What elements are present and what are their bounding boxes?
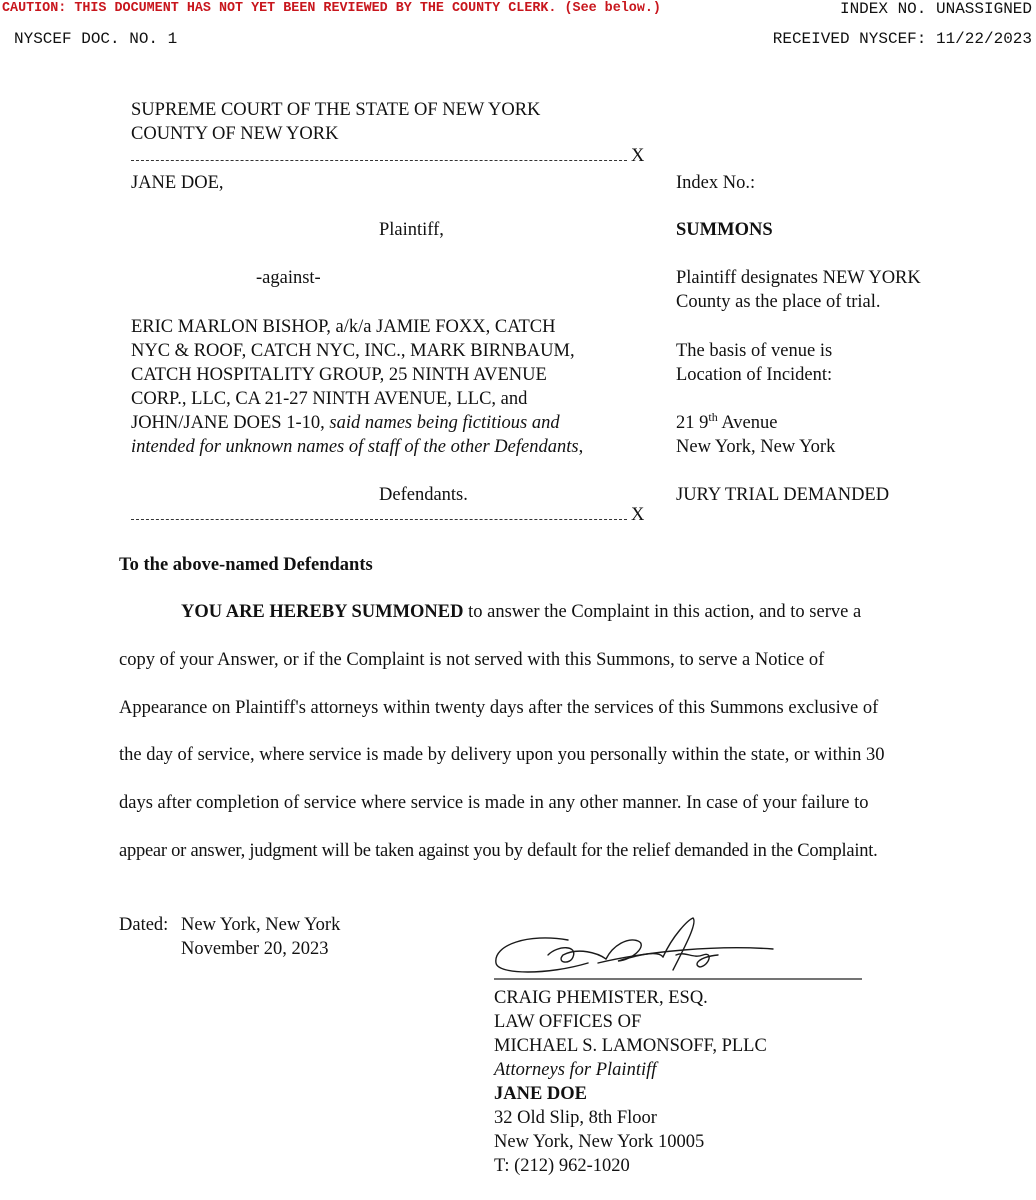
caption-x-mark-top: X xyxy=(631,146,645,166)
summons-line-2: copy of your Answer, or if the Complaint is not served with this Summons, to serve a Notice of xyxy=(119,650,825,670)
attorney-name: CRAIG PHEMISTER, ESQ. xyxy=(494,988,708,1008)
fictitious-names-note-b: intended for unknown names of staff of the other Defendants xyxy=(131,437,579,457)
defendants-line-2: NYC & ROOF, CATCH NYC, INC., MARK BIRNBAUM, xyxy=(131,341,575,361)
client-name: JANE DOE xyxy=(494,1084,588,1104)
dated-place: New York, New York xyxy=(181,915,341,935)
court-title: SUPREME COURT OF THE STATE OF NEW YORK xyxy=(131,100,541,120)
plaintiff-name: JANE DOE, xyxy=(131,173,224,193)
fictitious-comma: , xyxy=(578,437,584,457)
dated-date: November 20, 2023 xyxy=(181,939,329,959)
caption-divider-top xyxy=(131,160,627,161)
firm-line-2: MICHAEL S. LAMONSOFF, PLLC xyxy=(494,1036,767,1056)
address-street: Avenue xyxy=(717,413,778,433)
summons-line-1-text: to answer the Complaint in this action, and to serve a xyxy=(463,602,862,622)
summons-line-1 xyxy=(181,602,861,623)
summons-line-4: the day of service, where service is made by delivery upon you personally within the state, or within 30 xyxy=(119,745,885,765)
defendants-line-5 xyxy=(131,411,560,435)
caution-banner: CAUTION: THIS DOCUMENT HAS NOT YET BEEN REVIEWED BY THE COUNTY CLERK. (See below.) xyxy=(2,1,661,16)
summoned-bold: YOU ARE HEREBY SUMMONED xyxy=(181,602,464,622)
incident-address xyxy=(676,411,777,435)
defendants-label: Defendants. xyxy=(379,485,468,505)
firm-phone: T: (212) 962-1020 xyxy=(494,1156,630,1176)
summons-line-5: days after completion of service where service is made in any other manner. In case of your failure to xyxy=(119,793,869,813)
firm-address-2: New York, New York 10005 xyxy=(494,1132,705,1152)
defendants-line-1: ERIC MARLON BISHOP, a/k/a JAMIE FOXX, CATCH xyxy=(131,317,556,337)
plaintiff-label: Plaintiff, xyxy=(379,220,444,240)
jury-demand: JURY TRIAL DEMANDED xyxy=(676,485,890,505)
index-number-label: Index No.: xyxy=(676,173,756,193)
address-ordinal: th xyxy=(708,409,718,424)
defendants-line-6 xyxy=(131,435,583,459)
summons-line-6: appear or answer, judgment will be taken against you by default for the relief demanded in the Complaint. xyxy=(119,841,878,861)
venue-basis-1: The basis of venue is xyxy=(676,341,833,361)
firm-line-1: LAW OFFICES OF xyxy=(494,1012,642,1032)
court-county: COUNTY OF NEW YORK xyxy=(131,124,339,144)
attorney-signature xyxy=(488,915,868,985)
index-number-stamp: INDEX NO. UNASSIGNED xyxy=(839,0,1032,18)
defendants-heading: To the above-named Defendants xyxy=(119,555,373,575)
trial-designation-2: County as the place of trial. xyxy=(676,292,881,312)
caption-divider-bottom xyxy=(131,519,627,520)
incident-city: New York, New York xyxy=(676,437,836,457)
summons-title: SUMMONS xyxy=(676,220,773,240)
fictitious-names-note-a: said names being fictitious and xyxy=(329,413,560,433)
address-number: 21 9 xyxy=(676,413,709,433)
attorney-role: Attorneys for Plaintiff xyxy=(494,1060,657,1080)
trial-designation-1: Plaintiff designates NEW YORK xyxy=(676,268,921,288)
defendants-does: JOHN/JANE DOES 1-10, xyxy=(131,413,325,433)
against-label: -against- xyxy=(256,268,321,288)
dated-label: Dated: xyxy=(119,915,169,935)
firm-address-1: 32 Old Slip, 8th Floor xyxy=(494,1108,657,1128)
received-date-stamp: RECEIVED NYSCEF: 11/22/2023 xyxy=(772,30,1032,48)
venue-basis-2: Location of Incident: xyxy=(676,365,833,385)
defendants-line-4: CORP., LLC, CA 21-27 NINTH AVENUE, LLC, and xyxy=(131,389,528,409)
doc-number-stamp: NYSCEF DOC. NO. 1 xyxy=(14,30,178,48)
caption-x-mark-bottom: X xyxy=(631,505,645,525)
summons-line-3: Appearance on Plaintiff's attorneys within twenty days after the services of this Summons exclusive of xyxy=(119,698,879,718)
defendants-line-3: CATCH HOSPITALITY GROUP, 25 NINTH AVENUE xyxy=(131,365,547,385)
